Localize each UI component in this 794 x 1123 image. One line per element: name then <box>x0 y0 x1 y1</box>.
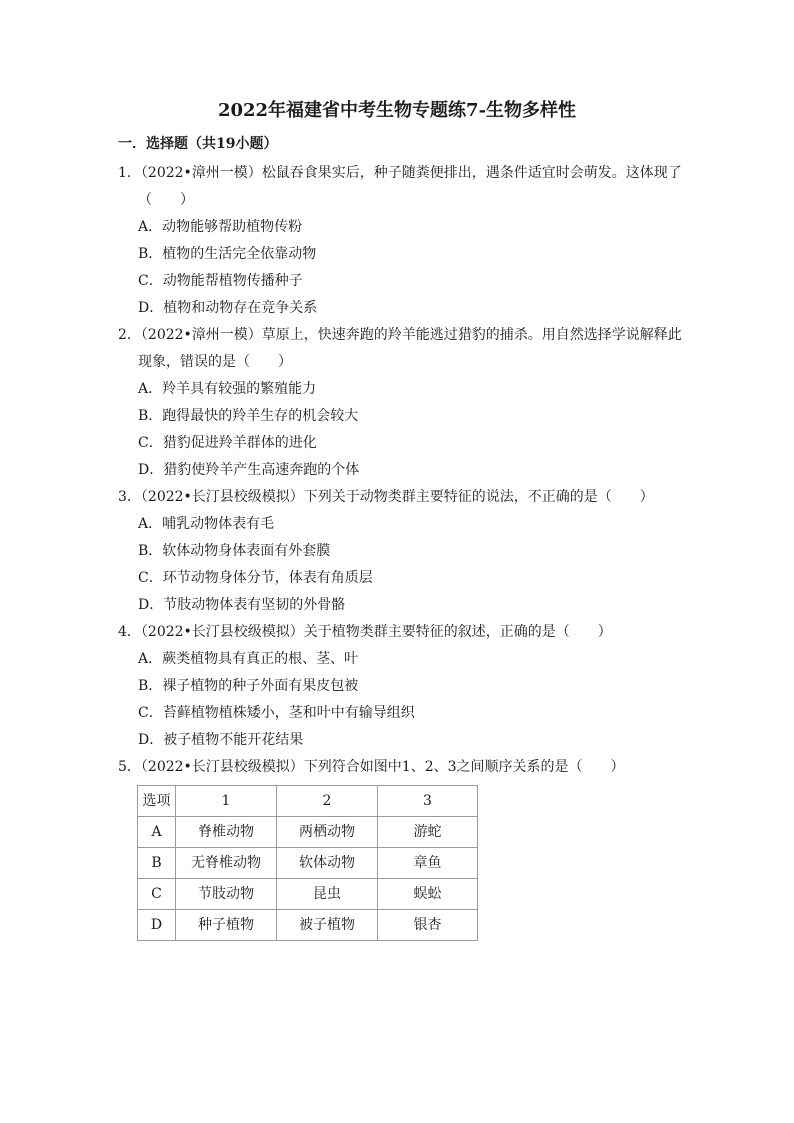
question-4-option-b: B．裸子植物的种子外面有果皮包被 <box>138 678 359 694</box>
question-3-option-a: A．哺乳动物体表有毛 <box>138 516 275 532</box>
table-cell: 蜈蚣 <box>378 879 478 910</box>
table-row <box>138 879 478 910</box>
question-3-stem: 3．（2022•长汀县校级模拟）下列关于动物类群主要特征的说法，不正确的是（ ） <box>118 489 654 505</box>
table-cell: 脊椎动物 <box>176 817 277 848</box>
table-header-row <box>138 786 478 817</box>
table-cell: D <box>138 910 176 941</box>
options-table <box>137 785 478 941</box>
question-2 <box>118 322 688 484</box>
question-2-option-a: A．羚羊具有较强的繁殖能力 <box>138 381 317 397</box>
question-1-stem: 1．（2022•漳州一模）松鼠吞食果实后，种子随粪便排出，遇条件适宜时会萌发。这体现了 <box>118 165 682 181</box>
question-2-option-c: C．猎豹促进羚羊群体的进化 <box>138 435 317 451</box>
table-cell: 种子植物 <box>176 910 277 941</box>
question-2-option-b: B．跑得最快的羚羊生存的机会较大 <box>138 408 359 424</box>
table-cell: 无脊椎动物 <box>176 848 277 879</box>
table-cell: C <box>138 879 176 910</box>
question-5 <box>118 754 688 941</box>
question-2-stem-continued: 现象，错误的是（ ） <box>138 354 292 370</box>
question-1-stem-continued: （ ） <box>138 192 194 208</box>
question-1 <box>118 160 688 322</box>
question-1-option-b: B．植物的生活完全依靠动物 <box>138 246 317 262</box>
table-cell: 节肢动物 <box>176 879 277 910</box>
table-cell: 昆虫 <box>277 879 378 910</box>
question-2-option-d: D．猎豹使羚羊产生高速奔跑的个体 <box>138 462 360 478</box>
section-heading: 一．选择题（共19小题） <box>118 136 278 152</box>
question-4-option-a: A．蕨类植物具有真正的根、茎、叶 <box>138 651 359 667</box>
question-3-option-c: C．环节动物身体分节，体表有角质层 <box>138 570 373 586</box>
page-title: 2022年福建省中考生物专题练7-生物多样性 <box>217 100 577 121</box>
table-cell: 章鱼 <box>378 848 478 879</box>
table-cell: 游蛇 <box>378 817 478 848</box>
table-cell: 软体动物 <box>277 848 378 879</box>
table-row <box>138 848 478 879</box>
question-3-option-b: B．软体动物身体表面有外套膜 <box>138 543 331 559</box>
table-cell: B <box>138 848 176 879</box>
table-cell: 两栖动物 <box>277 817 378 848</box>
question-1-option-d: D．植物和动物存在竞争关系 <box>138 300 318 316</box>
table-row <box>138 817 478 848</box>
question-3-option-d: D．节肢动物体表有坚韧的外骨骼 <box>138 597 346 613</box>
question-3 <box>118 484 688 619</box>
table-cell: 被子植物 <box>277 910 378 941</box>
question-4-stem: 4．（2022•长汀县校级模拟）关于植物类群主要特征的叙述，正确的是（ ） <box>118 624 612 640</box>
question-4-option-c: C．苔藓植物植株矮小，茎和叶中有输导组织 <box>138 705 415 721</box>
table-header-cell: 3 <box>378 786 478 817</box>
question-2-stem: 2．（2022•漳州一模）草原上，快速奔跑的羚羊能逃过猎豹的捕杀。用自然选择学说解释此 <box>118 327 682 343</box>
question-1-option-c: C．动物能帮植物传播种子 <box>138 273 303 289</box>
question-4 <box>118 619 688 754</box>
question-5-stem: 5．（2022•长汀县校级模拟）下列符合如图中1、2、3之间顺序关系的是（ ） <box>118 759 625 775</box>
table-header-cell: 1 <box>176 786 277 817</box>
table-header-cell: 2 <box>277 786 378 817</box>
question-4-option-d: D．被子植物不能开花结果 <box>138 732 304 748</box>
question-list <box>118 160 688 941</box>
table-cell: A <box>138 817 176 848</box>
table-header-cell: 选项 <box>138 786 176 817</box>
table-row <box>138 910 478 941</box>
question-1-option-a: A．动物能够帮助植物传粉 <box>138 219 303 235</box>
table-cell: 银杏 <box>378 910 478 941</box>
